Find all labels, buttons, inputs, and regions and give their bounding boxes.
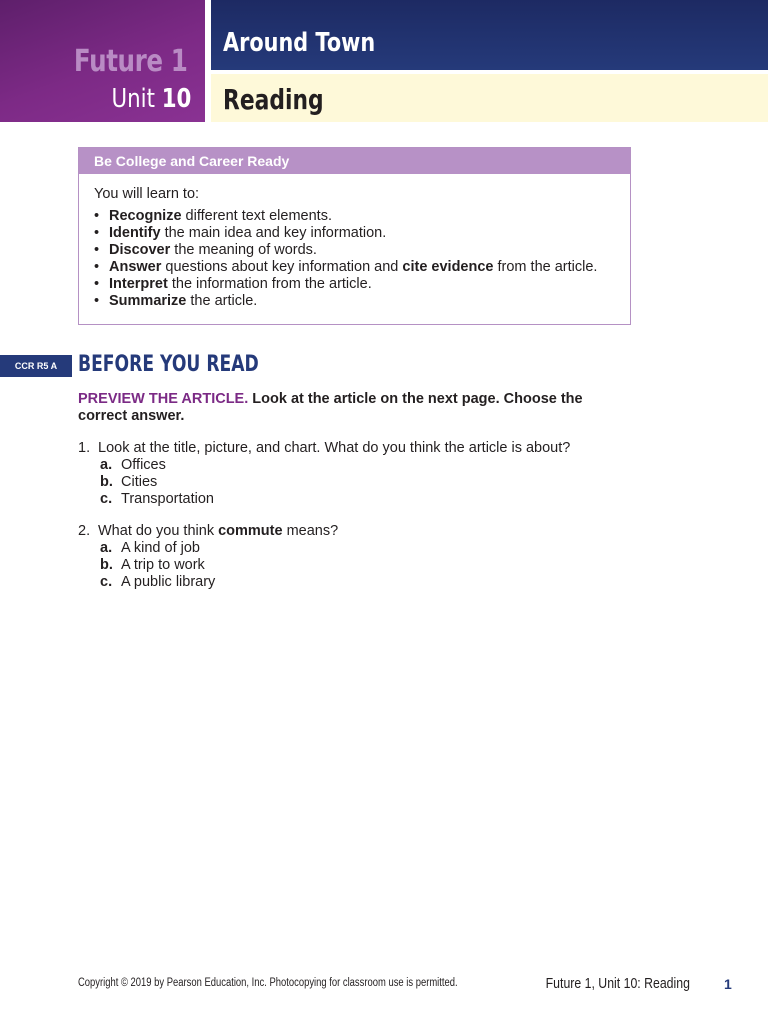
objective-text: different text elements. — [181, 208, 332, 224]
answer-option[interactable] — [78, 574, 638, 591]
instruction-lead: PREVIEW THE ARTICLE. — [78, 391, 249, 407]
question-number: 1. — [78, 440, 91, 456]
option-text: Offices — [121, 457, 166, 473]
objective-text: the main idea and key information. — [160, 225, 387, 241]
bullet-icon: • — [94, 293, 100, 309]
objective-verb: Recognize — [109, 208, 182, 224]
answer-option[interactable] — [78, 557, 638, 574]
section-title: BEFORE YOU READ — [78, 352, 259, 377]
page-number: 1 — [724, 976, 732, 992]
question-text: means? — [282, 523, 339, 539]
answer-option[interactable] — [78, 540, 638, 557]
question-stem — [78, 523, 638, 540]
objective-text: the article. — [186, 293, 258, 309]
answer-option[interactable] — [78, 474, 638, 491]
objective-item — [94, 293, 630, 310]
option-letter: b. — [100, 557, 113, 573]
objective-item — [94, 259, 630, 276]
answer-option[interactable] — [78, 457, 638, 474]
option-text: Transportation — [121, 491, 214, 507]
option-letter: a. — [100, 540, 113, 556]
bullet-icon: • — [94, 242, 100, 258]
objective-item — [94, 276, 630, 293]
objective-item — [94, 242, 630, 259]
objective-text: the meaning of words. — [170, 242, 317, 258]
bullet-icon: • — [94, 225, 100, 241]
unit-number: 10 — [161, 84, 191, 114]
instructions — [78, 391, 618, 425]
option-letter: c. — [100, 491, 113, 507]
unit-word: Unit — [111, 84, 155, 114]
question-text: What do you think — [98, 523, 219, 539]
instruction-text: Look at the article on the next page. Choose the correct answer. — [78, 391, 583, 424]
bullet-icon: • — [94, 276, 100, 292]
objective-text: from the article. — [493, 259, 598, 275]
unit-title: Around Town — [223, 28, 376, 58]
option-text: A trip to work — [121, 557, 205, 573]
objective-verb: Interpret — [109, 276, 168, 292]
objectives-list — [79, 208, 630, 310]
option-letter: c. — [100, 574, 113, 590]
career-ready-heading: Be College and Career Ready — [79, 148, 630, 174]
bullet-icon: • — [94, 259, 100, 275]
career-ready-box — [78, 147, 631, 325]
career-ready-intro: You will learn to: — [94, 186, 200, 202]
question-1 — [78, 440, 638, 508]
page-reference: Future 1, Unit 10: Reading — [545, 975, 690, 992]
unit-label — [111, 84, 191, 114]
series-title: Future 1 — [74, 44, 188, 79]
vocabulary-word: commute — [218, 523, 283, 539]
answer-option[interactable] — [78, 491, 638, 508]
objective-item — [94, 208, 630, 225]
lesson-title: Reading — [223, 83, 324, 116]
question-number: 2. — [78, 523, 91, 539]
series-block — [0, 0, 205, 122]
objective-verb: Discover — [109, 242, 171, 258]
unit-title-band — [211, 0, 768, 70]
option-text: Cities — [121, 474, 158, 490]
standard-tag: CCR R5 A — [0, 355, 72, 377]
objective-verb: Identify — [109, 225, 161, 241]
question-2 — [78, 523, 638, 591]
objective-text: the information from the article. — [167, 276, 372, 292]
copyright-notice: Copyright © 2019 by Pearson Education, Inc. Photocopying for classroom use is permitted. — [78, 977, 458, 989]
option-letter: b. — [100, 474, 113, 490]
question-stem — [78, 440, 638, 457]
option-text: A public library — [121, 574, 216, 590]
objective-text: questions about key information and — [161, 259, 403, 275]
option-text: A kind of job — [121, 540, 200, 556]
objective-verb: cite evidence — [402, 259, 494, 275]
bullet-icon: • — [94, 208, 100, 224]
lesson-band — [211, 74, 768, 122]
option-letter: a. — [100, 457, 113, 473]
objective-item — [94, 225, 630, 242]
question-text: Look at the title, picture, and chart. What do you think the article is about? — [98, 440, 571, 456]
objective-verb: Answer — [109, 259, 162, 275]
objective-verb: Summarize — [109, 293, 187, 309]
